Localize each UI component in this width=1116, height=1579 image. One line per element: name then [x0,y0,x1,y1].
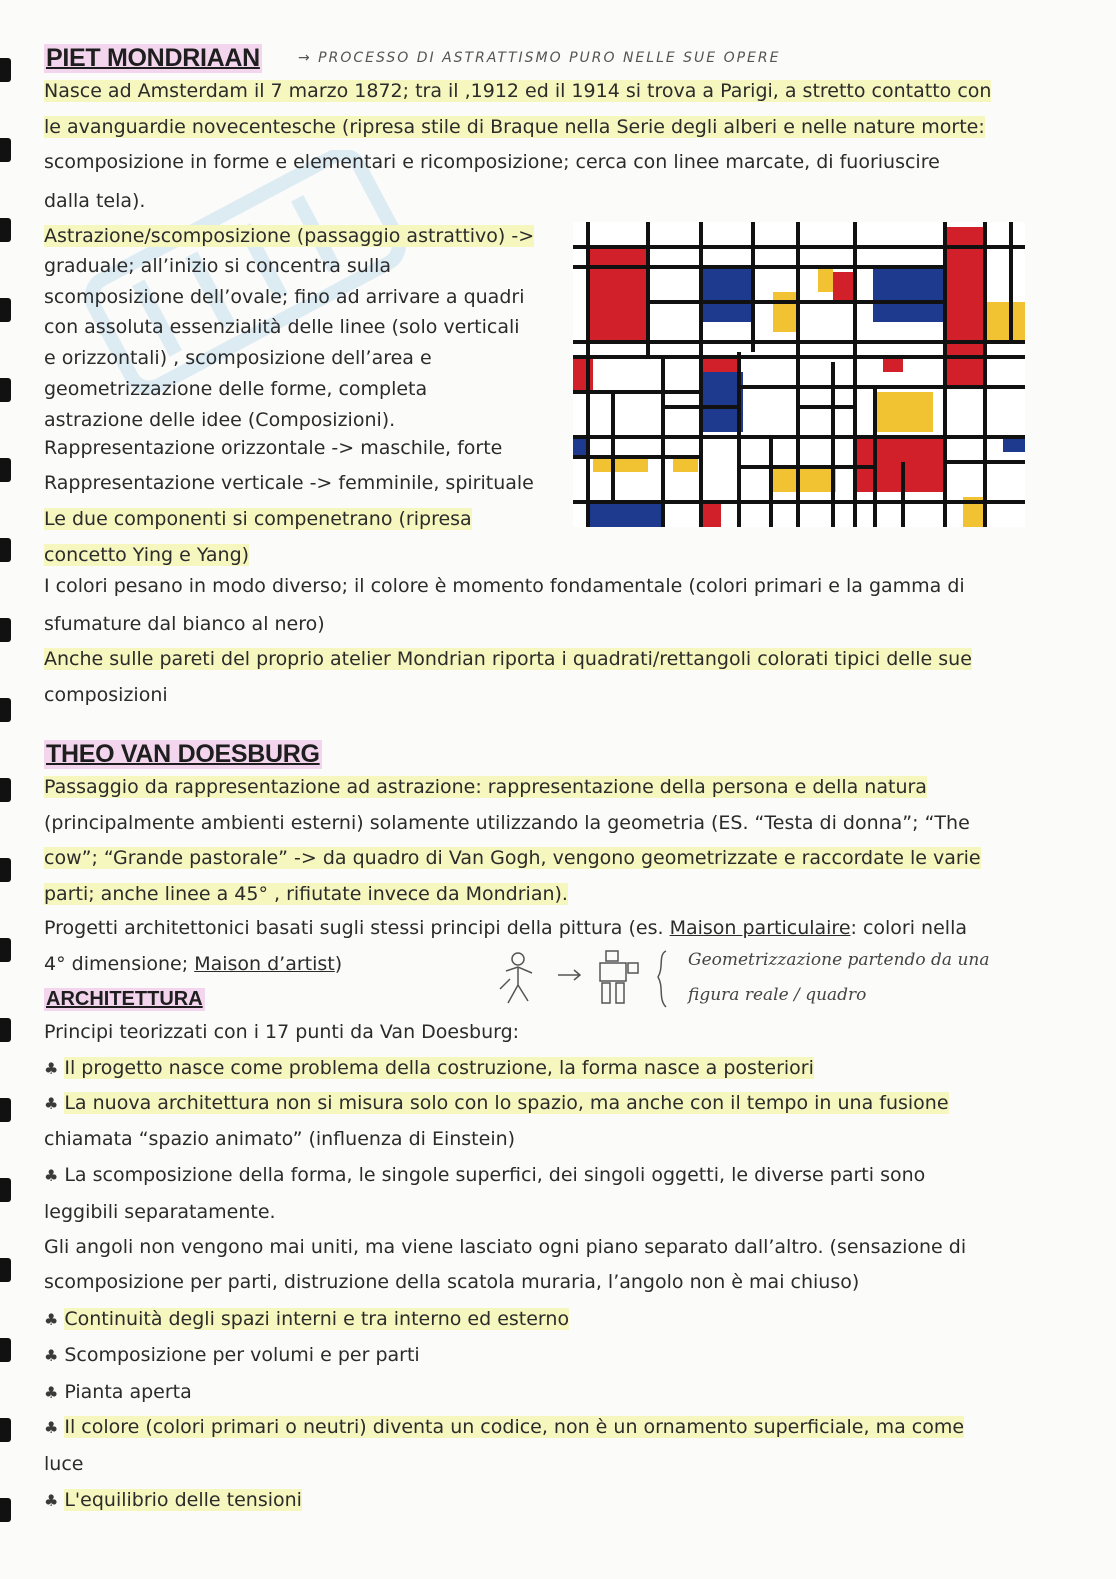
binding-hole [0,58,11,82]
paragraph-line: le avanguardie novecentesche (ripresa stile di Braque nella Serie degli alberi e nelle nature morte: [44,116,985,138]
paragraph-line: scomposizione per parti, distruzione della scatola muraria, l’angolo non è mai chiuso) [44,1271,860,1293]
binding-hole [0,1178,11,1202]
paragraph-line: Nasce ad Amsterdam il 7 marzo 1872; tra il ,1912 ed il 1914 si trova a Parigi, a stretto contatto con [44,80,992,102]
bullet-item: ♣ Il colore (colori primari o neutri) diventa un codice, non è un ornamento superficiale, ma come [44,1416,965,1438]
paragraph-line: Principi teorizzati con i 17 punti da Van Doesburg: [44,1021,520,1043]
paragraph-line: chiamata “spazio animato” (influenza di Einstein) [44,1128,516,1150]
club-bullet-icon: ♣ [44,1310,59,1329]
club-bullet-icon: ♣ [44,1094,59,1113]
binding-hole [0,298,11,322]
club-bullet-icon: ♣ [44,1166,59,1185]
binding-hole [0,858,11,882]
binding-hole [0,778,11,802]
binding-hole [0,1498,11,1522]
section-title-architettura: ARCHITETTURA [46,988,203,1010]
paragraph-line: Progetti architettonici basati sugli stessi principi della pittura (es. Maison particulaire: colori nella [44,917,967,939]
club-bullet-icon: ♣ [44,1418,59,1437]
paragraph-line: e orizzontali) , scomposizione dell’area e [44,347,432,369]
paragraph-line: luce [44,1453,84,1475]
club-bullet-icon: ♣ [44,1059,59,1078]
paragraph-line: graduale; all’inizio si concentra sulla [44,255,392,277]
binding-hole [0,378,11,402]
paragraph-line: scomposizione in forme e elementari e ricomposizione; cerca con linee marcate, di fuoriuscire [44,151,940,173]
paragraph-line: I colori pesano in modo diverso; il colore è momento fondamentale (colori primari e la gamma di [44,575,965,597]
paragraph-line: con assoluta essenzialità delle linee (solo verticali [44,316,520,338]
bullet-item: ♣ Pianta aperta [44,1381,192,1403]
binding-hole [0,1098,11,1122]
paragraph-line: scomposizione dell’ovale; fino ad arrivare a quadri [44,286,525,308]
paragraph-line: sfumature dal bianco al nero) [44,613,325,635]
paragraph-line: leggibili separatamente. [44,1201,276,1223]
paragraph-line: (principalmente ambienti esterni) solamente utilizzando la geometria (ES. “Testa di donna”; “The [44,812,970,834]
paragraph-line: dalla tela). [44,190,146,212]
maison-artist-text: Maison d’artist [194,953,335,975]
club-bullet-icon: ♣ [44,1346,59,1365]
paragraph-line: composizioni [44,684,168,706]
bullet-item: ♣ La scomposizione della forma, le singole superfici, dei singoli oggetti, le diverse parti sono [44,1164,926,1186]
binding-hole [0,218,11,242]
paragraph-line: Rappresentazione verticale -> femminile, spirituale [44,472,534,494]
bullet-item: ♣ L'equilibrio delle tensioni [44,1489,302,1511]
binding-hole [0,698,11,722]
binding-hole [0,1338,11,1362]
handwritten-sketch-note: Geometrizzazione partendo da una [688,950,990,970]
bullet-item: ♣ Continuità degli spazi interni e tra interno ed esterno [44,1308,570,1330]
binding-hole [0,458,11,482]
section-title-van-doesburg: THEO VAN DOESBURG [46,740,320,768]
binding-hole [0,1018,11,1042]
binding-hole [0,538,11,562]
club-bullet-icon: ♣ [44,1491,59,1510]
binding-hole [0,938,11,962]
paragraph-line: 4° dimensione; Maison d’artist) [44,953,343,975]
maison-particulaire-text: Maison particulaire [669,917,851,939]
binding-hole [0,618,11,642]
binding-hole [0,1258,11,1282]
handwritten-sketch-note: figura reale / quadro [688,985,867,1005]
paragraph-line: parti; anche linee a 45° , rifiutate invece da Mondrian). [44,883,568,905]
paragraph-line: astrazione delle idee (Composizioni). [44,409,396,431]
paragraph-line: cow”; “Grande pastorale” -> da quadro di Van Gogh, vengono geometrizzate e raccordate le varie [44,847,981,869]
bullet-item: ♣ La nuova architettura non si misura solo con lo spazio, ma anche con il tempo in una fusione [44,1092,949,1114]
binding-holes [0,40,14,1560]
section-title-mondriaan: PIET MONDRIAAN [46,44,260,72]
mondrian-composition-image [573,222,1025,527]
paragraph-line: Le due componenti si compenetrano (ripresa [44,508,472,530]
paragraph-line: Astrazione/scomposizione (passaggio astrattivo) -> [44,225,535,247]
paragraph-line: geometrizzazione delle forme, completa [44,378,428,400]
club-bullet-icon: ♣ [44,1383,59,1402]
paragraph-line: Gli angoli non vengono mai uniti, ma viene lasciato ogni piano separato dall’altro. (sensazione di [44,1236,967,1258]
handwritten-note: → PROCESSO DI ASTRATTISMO PURO NELLE SUE OPERE [298,50,781,66]
bullet-item: ♣ Il progetto nasce come problema della costruzione, la forma nasce a posteriori [44,1057,814,1079]
binding-hole [0,1418,11,1442]
bullet-item: ♣ Scomposizione per volumi e per parti [44,1344,420,1366]
paragraph-line: Anche sulle pareti del proprio atelier Mondrian riporta i quadrati/rettangoli colorati tipici delle sue [44,648,972,670]
paragraph-line: concetto Ying e Yang) [44,544,250,566]
paragraph-line: Rappresentazione orizzontale -> maschile, forte [44,437,503,459]
binding-hole [0,138,11,162]
paragraph-line: Passaggio da rappresentazione ad astrazione: rappresentazione della persona e della natura [44,776,927,798]
watermark-logo [60,150,440,410]
